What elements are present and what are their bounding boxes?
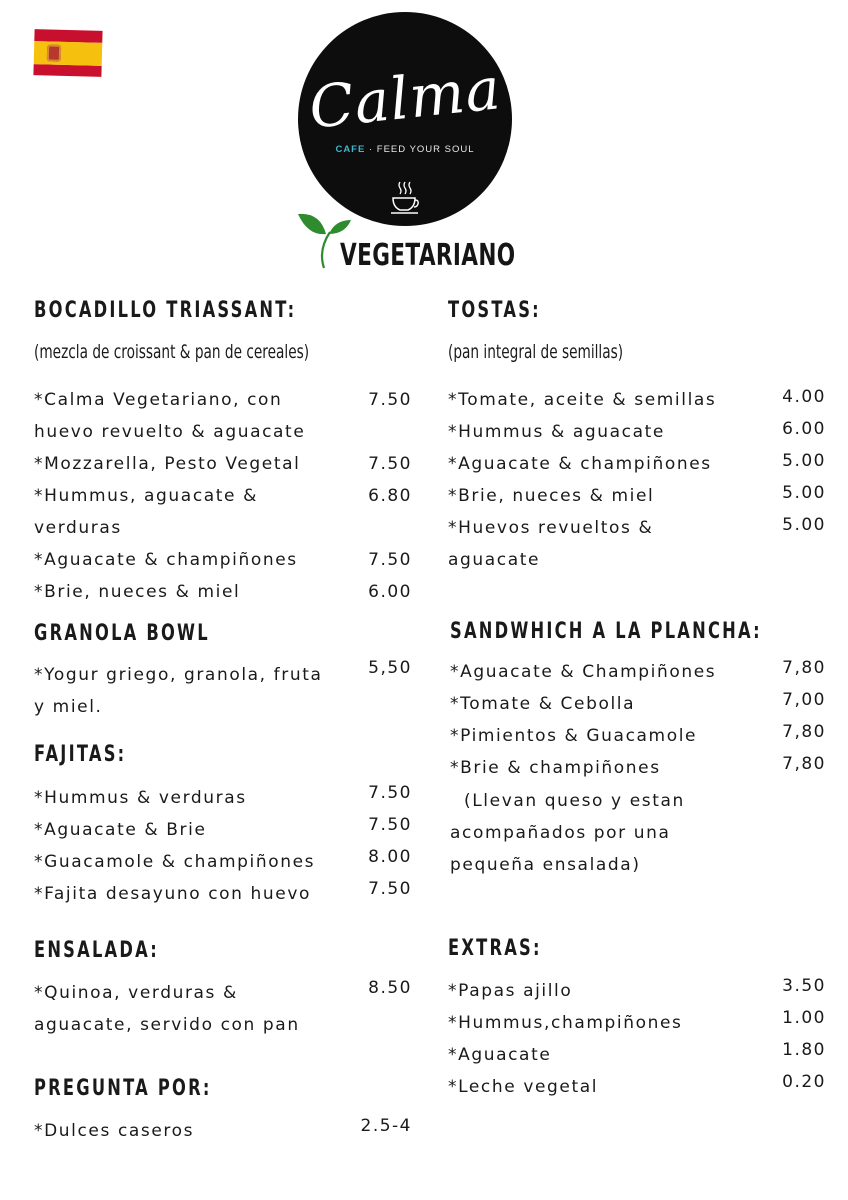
flag-crest: [47, 44, 61, 61]
logo-wordmark: Calma: [305, 54, 505, 142]
menu-item-price: 5,50: [368, 658, 412, 678]
menu-item-price: 7,80: [782, 754, 826, 774]
section-title-granola: GRANOLA BOWL: [34, 621, 210, 646]
spain-flag-icon[interactable]: [33, 29, 102, 77]
section-title-sandwich: SANDWHICH A LA PLANCHA:: [450, 619, 762, 644]
menu-item-price: 5.00: [782, 483, 826, 503]
section-title-ensalada: ENSALADA:: [34, 938, 159, 963]
menu-item-price: 6.80: [368, 486, 412, 506]
menu-item-name-cont: verduras: [34, 518, 122, 538]
section-subtitle-tostas: (pan integral de semillas): [448, 341, 624, 363]
menu-item-name-cont: huevo revuelto & aguacate: [34, 422, 306, 442]
calma-logo: [298, 12, 512, 226]
menu-item-name: *Tomate, aceite & semillas: [448, 390, 717, 410]
flag-band-bottom: [33, 64, 101, 77]
menu-item-name: *Brie & champiñones: [450, 758, 661, 778]
menu-item-price: 7.50: [368, 783, 412, 803]
flag-band-middle: [34, 41, 103, 66]
section-title-fajitas: FAJITAS:: [34, 742, 127, 767]
menu-item-price: 7.50: [368, 815, 412, 835]
menu-item-name-cont: aguacate, servido con pan: [34, 1015, 300, 1035]
logo-tagline-rest: · FEED YOUR SOUL: [365, 144, 475, 155]
menu-item-price: 7.50: [368, 454, 412, 474]
menu-item-price: 5.00: [782, 515, 826, 535]
menu-item-price: 7,80: [782, 658, 826, 678]
menu-item-price: 1.80: [782, 1040, 826, 1060]
menu-item-name: *Aguacate & champiñones: [34, 550, 298, 570]
menu-item-price: 7.50: [368, 550, 412, 570]
menu-item-name: *Hummus,champiñones: [448, 1013, 683, 1033]
menu-item-price: 4.00: [782, 387, 826, 407]
section-title-tostas: TOSTAS:: [448, 298, 541, 323]
logo-tagline-cafe: CAFE: [335, 144, 366, 155]
menu-item-price: 3.50: [782, 976, 826, 996]
sandwich-note: (Llevan queso y estan: [450, 791, 685, 811]
menu-item-price: 8.00: [368, 847, 412, 867]
menu-item-name: *Papas ajillo: [448, 981, 573, 1001]
section-title-bocadillo: BOCADILLO TRIASSANT:: [34, 298, 297, 323]
menu-item-name: *Aguacate: [448, 1045, 552, 1065]
menu-item-price: 7.50: [368, 879, 412, 899]
menu-item-name: *Hummus & aguacate: [448, 422, 665, 442]
menu-item-name: *Guacamole & champiñones: [34, 852, 316, 872]
sandwich-note: pequeña ensalada): [450, 855, 641, 875]
section-title-extras: EXTRAS:: [448, 936, 542, 961]
menu-item-name: *Aguacate & champiñones: [448, 454, 712, 474]
menu-item-price: 7,00: [782, 690, 826, 710]
menu-item-name: *Tomate & Cebolla: [450, 694, 636, 714]
logo-tagline: [298, 144, 512, 155]
menu-item-name: *Fajita desayuno con huevo: [34, 884, 312, 904]
menu-item-name-cont: y miel.: [34, 697, 103, 717]
menu-item-name: *Brie, nueces & miel: [34, 582, 241, 602]
menu-item-name: *Calma Vegetariano, con: [34, 390, 283, 410]
menu-item-name: *Quinoa, verduras &: [34, 983, 238, 1003]
menu-item-name-cont: aguacate: [448, 550, 541, 570]
menu-item-price: 5.00: [782, 451, 826, 471]
coffee-cup-icon: [390, 180, 420, 216]
menu-item-name: *Aguacate & Brie: [34, 820, 207, 840]
section-title-pregunta: PREGUNTA POR:: [34, 1076, 212, 1101]
menu-item-price: 6.00: [782, 419, 826, 439]
menu-item-name: *Yogur griego, granola, fruta: [34, 665, 323, 685]
menu-item-name: *Hummus & verduras: [34, 788, 247, 808]
menu-item-price: 1.00: [782, 1008, 826, 1028]
menu-item-price: 6.00: [368, 582, 412, 602]
menu-item-price: 2.5-4: [360, 1116, 412, 1136]
menu-item-name: *Hummus, aguacate &: [34, 486, 258, 506]
menu-item-name: *Brie, nueces & miel: [448, 486, 655, 506]
menu-item-name: *Huevos revueltos &: [448, 518, 654, 538]
menu-item-name: *Dulces caseros: [34, 1121, 195, 1141]
section-subtitle-bocadillo: (mezcla de croissant & pan de cereales): [34, 341, 310, 363]
menu-item-name: *Aguacate & Champiñones: [450, 662, 717, 682]
vegetariano-label: VEGETARIANO: [340, 238, 516, 273]
menu-item-price: 8.50: [368, 978, 412, 998]
menu-item-name: *Pimientos & Guacamole: [450, 726, 698, 746]
menu-item-name: *Mozzarella, Pesto Vegetal: [34, 454, 301, 474]
menu-item-price: 7,80: [782, 722, 826, 742]
menu-item-price: 7.50: [368, 390, 412, 410]
menu-item-name: *Leche vegetal: [448, 1077, 599, 1097]
sandwich-note: acompañados por una: [450, 823, 671, 843]
menu-item-price: 0.20: [782, 1072, 826, 1092]
